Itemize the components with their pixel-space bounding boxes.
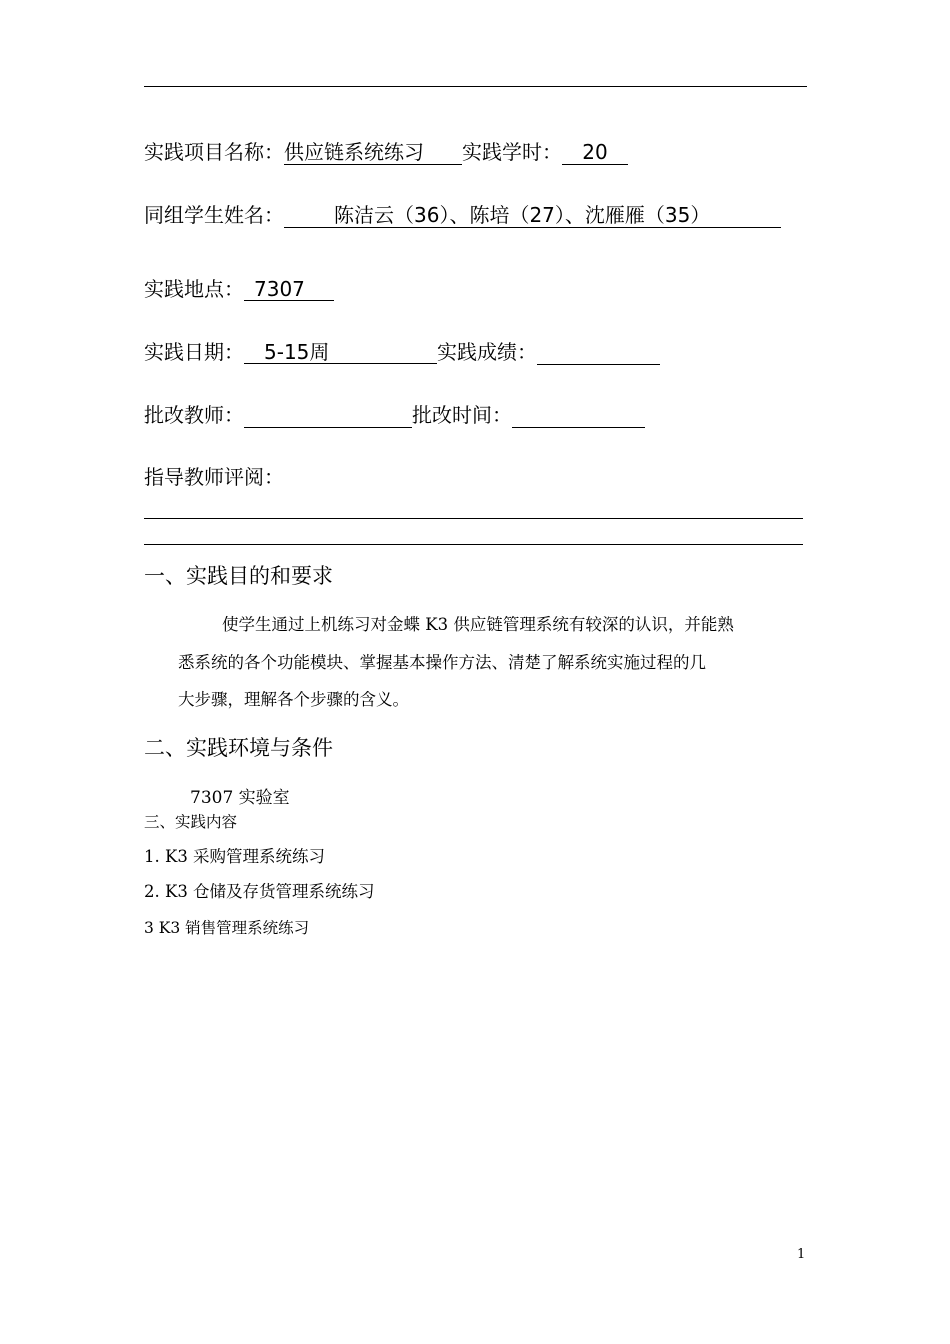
- date-label: 实践日期：: [144, 340, 244, 364]
- content-item-2: 2. K3 仓储及存货管理系统练习: [144, 882, 375, 901]
- content-item-3: 3 K3 销售管理系统练习: [144, 919, 310, 937]
- section3-title: 三、实践内容: [144, 813, 238, 831]
- content-item-1: 1. K3 采购管理系统练习: [144, 847, 326, 866]
- date-field[interactable]: 5-15周: [244, 339, 437, 364]
- hours-label: 实践学时：: [462, 140, 562, 164]
- location-label: 实践地点：: [144, 277, 244, 301]
- date-row: [144, 339, 660, 365]
- location-row: [144, 276, 334, 302]
- comment-line-1[interactable]: [144, 518, 803, 519]
- group-row: [144, 202, 781, 228]
- location-field[interactable]: 7307: [244, 276, 334, 301]
- group-members-field[interactable]: 陈洁云（36）、陈培（27）、沈雁雁（35）: [284, 202, 781, 228]
- section2-body: 7307 实验室: [190, 788, 290, 808]
- time-label: 批改时间：: [412, 403, 512, 427]
- group-label: 同组学生姓名：: [144, 203, 284, 227]
- project-label: 实践项目名称：: [144, 140, 284, 164]
- header-rule: [144, 86, 807, 87]
- teacher-field[interactable]: [244, 402, 412, 428]
- comment-line-2[interactable]: [144, 544, 803, 545]
- section1-line-2: 悉系统的各个功能模块、掌握基本操作方法、清楚了解系统实施过程的几: [178, 653, 706, 672]
- project-row: [144, 139, 628, 165]
- project-name-field[interactable]: 供应链系统练习: [284, 139, 462, 165]
- hours-field[interactable]: 20: [562, 139, 628, 165]
- section1-line-3: 大步骤，理解各个步骤的含义。: [178, 690, 409, 709]
- grade-label: 实践成绩：: [437, 340, 537, 364]
- review-time-field[interactable]: [512, 402, 645, 428]
- section1-title: 一、实践目的和要求: [144, 564, 333, 588]
- section2-title: 二、实践环境与条件: [144, 736, 333, 760]
- grade-field[interactable]: [537, 339, 660, 365]
- comment-label: 指导教师评阅：: [144, 465, 284, 489]
- section1-line-1: 使学生通过上机练习对金蝶 K3 供应链管理系统有较深的认识，并能熟: [222, 615, 734, 634]
- review-row: [144, 402, 645, 428]
- teacher-label: 批改教师：: [144, 403, 244, 427]
- page-number: 1: [797, 1247, 806, 1262]
